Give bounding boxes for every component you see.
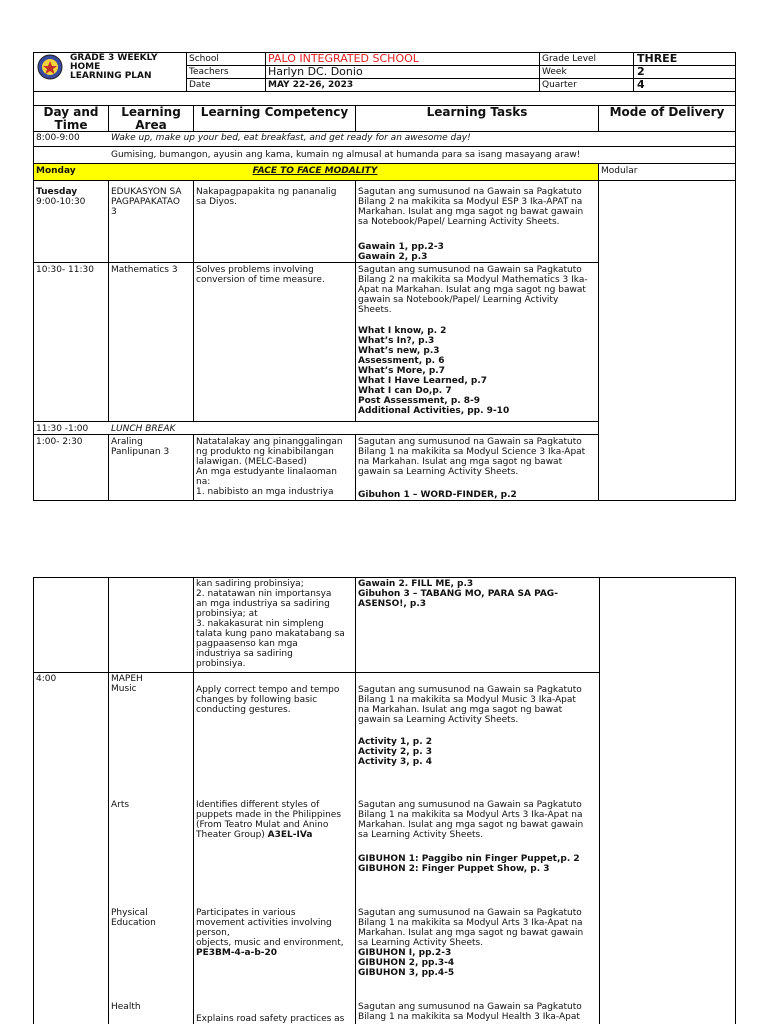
task-items-esp: Gawain 1, pp.2-3 Gawain 2, p.3 — [358, 242, 444, 262]
task-health: Sagutan ang sumusunod na Gawain sa Pagkatuto Bilang 1 na makikita sa Modyul Health 3 Ika-Apat — [358, 1002, 582, 1022]
task-arts: Sagutan ang sumusunod na Gawain sa Pagkatuto Bilang 1 na makikita sa Modyul Arts 3 Ika-Apat na Markahan. Isulat ang mga sagot ng bawat gawain sa Learning Activity Sheets. — [358, 800, 584, 840]
teachers-label: Teachers — [189, 67, 229, 77]
task-items-ap: Gibuhon 1 – WORD-FINDER, p.2 — [358, 490, 517, 500]
row-time: 4:00 — [36, 674, 57, 684]
competency-esp: Nakapagpapakita ng pananalig sa Diyos. — [196, 187, 337, 207]
row-time: 11:30 -1:00 — [36, 424, 89, 434]
column-header-learning-tasks: Learning Tasks — [426, 105, 528, 119]
learning-area-mapeh-music: MAPEH Music — [111, 674, 143, 694]
competency-pe: Participates in various movement activities involving person, objects, music and environment, — [196, 908, 344, 948]
competency-health: Explains road safety practices as — [196, 1014, 345, 1024]
learning-area-pe: Physical Education — [111, 908, 156, 928]
row-time: 8:00-9:00 — [36, 133, 80, 143]
school-label: School — [189, 54, 219, 64]
column-header-day-time: Day and Time — [43, 105, 99, 132]
column-header-mode-of-delivery: Mode of Delivery — [609, 105, 725, 119]
monday-day-label: Monday — [36, 166, 76, 176]
competency-ap: Natatalakay ang pinanggalingan ng produkto ng kinabibilangan lalawigan. (MELC-Based) An mga estudyante linalaoman na: 1. nabibisto an mga industriya — [196, 437, 343, 497]
quarter-value: 4 — [637, 78, 645, 91]
competency-ap-continued: kan sadiring probinsiya; 2. natatawan nin importansya an mga industriya sa sadiring probinsiya; at 3. nakakasurat nin simpleng talata kung pano makatabang sa pagpaasenso kan mga industriya sa sadiring probinsiya. — [196, 579, 345, 669]
task-music: Sagutan ang sumusunod na Gawain sa Pagkatuto Bilang 1 na makikita sa Modyul Music 3 Ika-Apat na Markahan. Isulat ang mga sagot ng bawat gawain sa Learning Activity Sheets. — [358, 685, 582, 725]
competency-music: Apply correct tempo and tempo changes by following basic conducting gestures. — [196, 685, 340, 715]
date-value: MAY 22-26, 2023 — [268, 80, 354, 90]
week-value: 2 — [637, 65, 645, 78]
row-time: 1:00- 2:30 — [36, 437, 83, 447]
learning-area-arts: Arts — [111, 800, 130, 810]
column-header-learning-area: Learning Area — [121, 105, 181, 132]
grade-level-label: Grade Level — [542, 54, 597, 64]
teachers-value: Harlyn DC. Donio — [268, 65, 363, 78]
deped-seal-icon — [37, 54, 63, 80]
grade-level-value: THREE — [637, 52, 678, 65]
task-esp: Sagutan ang sumusunod na Gawain sa Pagkatuto Bilang 2 na makikita sa Modyul ESP 3 Ika-APAT na Markahan. Isulat ang mga sagot ng bawat gawain sa Notebook/Papel/ Learning Activity Sheets. — [358, 187, 584, 227]
face-to-face-modality-label: FACE TO FACE MODALITY — [252, 166, 378, 176]
learning-area-health: Health — [111, 1002, 141, 1012]
task-items-music: Activity 1, p. 2 Activity 2, p. 3 Activity 3, p. 4 — [358, 737, 433, 767]
quarter-label: Quarter — [542, 80, 577, 90]
task-items-pe: GIBUHON I, pp.2-3 GIBUHON 2, pp.3-4 GIBUHON 3, pp.4-5 — [358, 948, 455, 978]
task-items-math: What I know, p. 2 What’s In?, p.3 What’s new, p.3 Assessment, p. 6 What’s More, p.7 What I Have Learned, p.7 What I can Do,p. 7 Post Assessment, p. 8-9 Additional Activities, pp. 9-10 — [358, 326, 510, 416]
task-pe: Sagutan ang sumusunod na Gawain sa Pagkatuto Bilang 1 na makikita sa Modyul Arts 3 Ika-Apat na Markahan. Isulat ang mga sagot ng bawat gawain sa Learning Activity Sheets. — [358, 908, 584, 948]
competency-code-pe: PE3BM-4-a-b-20 — [196, 948, 278, 958]
delivery-mode-modular: Modular — [601, 166, 638, 176]
morning-routine-english: Wake up, make up your bed, eat breakfast, and get ready for an awesome day! — [111, 133, 471, 143]
tuesday-day-label: Tuesday — [36, 187, 78, 197]
school-value: PALO INTEGRATED SCHOOL — [268, 52, 419, 65]
learning-area-math: Mathematics 3 — [111, 265, 178, 275]
week-label: Week — [542, 67, 567, 77]
task-items-arts: GIBUHON 1: Paggibo nin Finger Puppet,p. 2 GIBUHON 2: Finger Puppet Show, p. 3 — [358, 854, 580, 874]
task-items-ap-continued: Gawain 2. FILL ME, p.3 Gibuhon 3 – TABANG MO, PARA SA PAG- ASENSO!, p.3 — [358, 579, 558, 609]
competency-arts: Identifies different styles of puppets made in the Philippines (From Teatro Mulat and Anino Theater Group) A3EL-IVa — [196, 800, 342, 840]
lunch-break-label: LUNCH BREAK — [111, 424, 176, 434]
row-time: 9:00-10:30 — [36, 197, 86, 207]
date-label: Date — [189, 80, 211, 90]
learning-area-esp: EDUKASYON SA PAGPAPAKATAO 3 — [111, 187, 182, 217]
task-math: Sagutan ang sumusunod na Gawain sa Pagkatuto Bilang 2 na makikita sa Modyul Mathematics 3 Ika- Apat na Markahan. Isulat ang mga sagot ng bawat gawain sa Notebook/Papel/ Learning Activity Sheets. — [358, 265, 588, 315]
column-header-learning-competency: Learning Competency — [200, 105, 349, 119]
row-time: 10:30- 11:30 — [36, 265, 94, 275]
task-ap: Sagutan ang sumusunod na Gawain sa Pagkatuto Bilang 1 na makikita sa Modyul Science 3 Ika-Apat na Markahan. Isulat ang mga sagot ng bawat gawain sa Learning Activity Sheets. — [358, 437, 586, 477]
morning-routine-filipino: Gumising, bumangon, ayusin ang kama, kumain ng almusal at humanda para sa isang masayang araw! — [111, 150, 581, 160]
learning-area-ap: Araling Panlipunan 3 — [111, 437, 170, 457]
competency-code-arts: A3EL-IVa — [267, 830, 313, 840]
competency-math: Solves problems involving conversion of time measure. — [196, 265, 325, 285]
plan-title: GRADE 3 WEEKLY HOME LEARNING PLAN — [70, 53, 158, 81]
